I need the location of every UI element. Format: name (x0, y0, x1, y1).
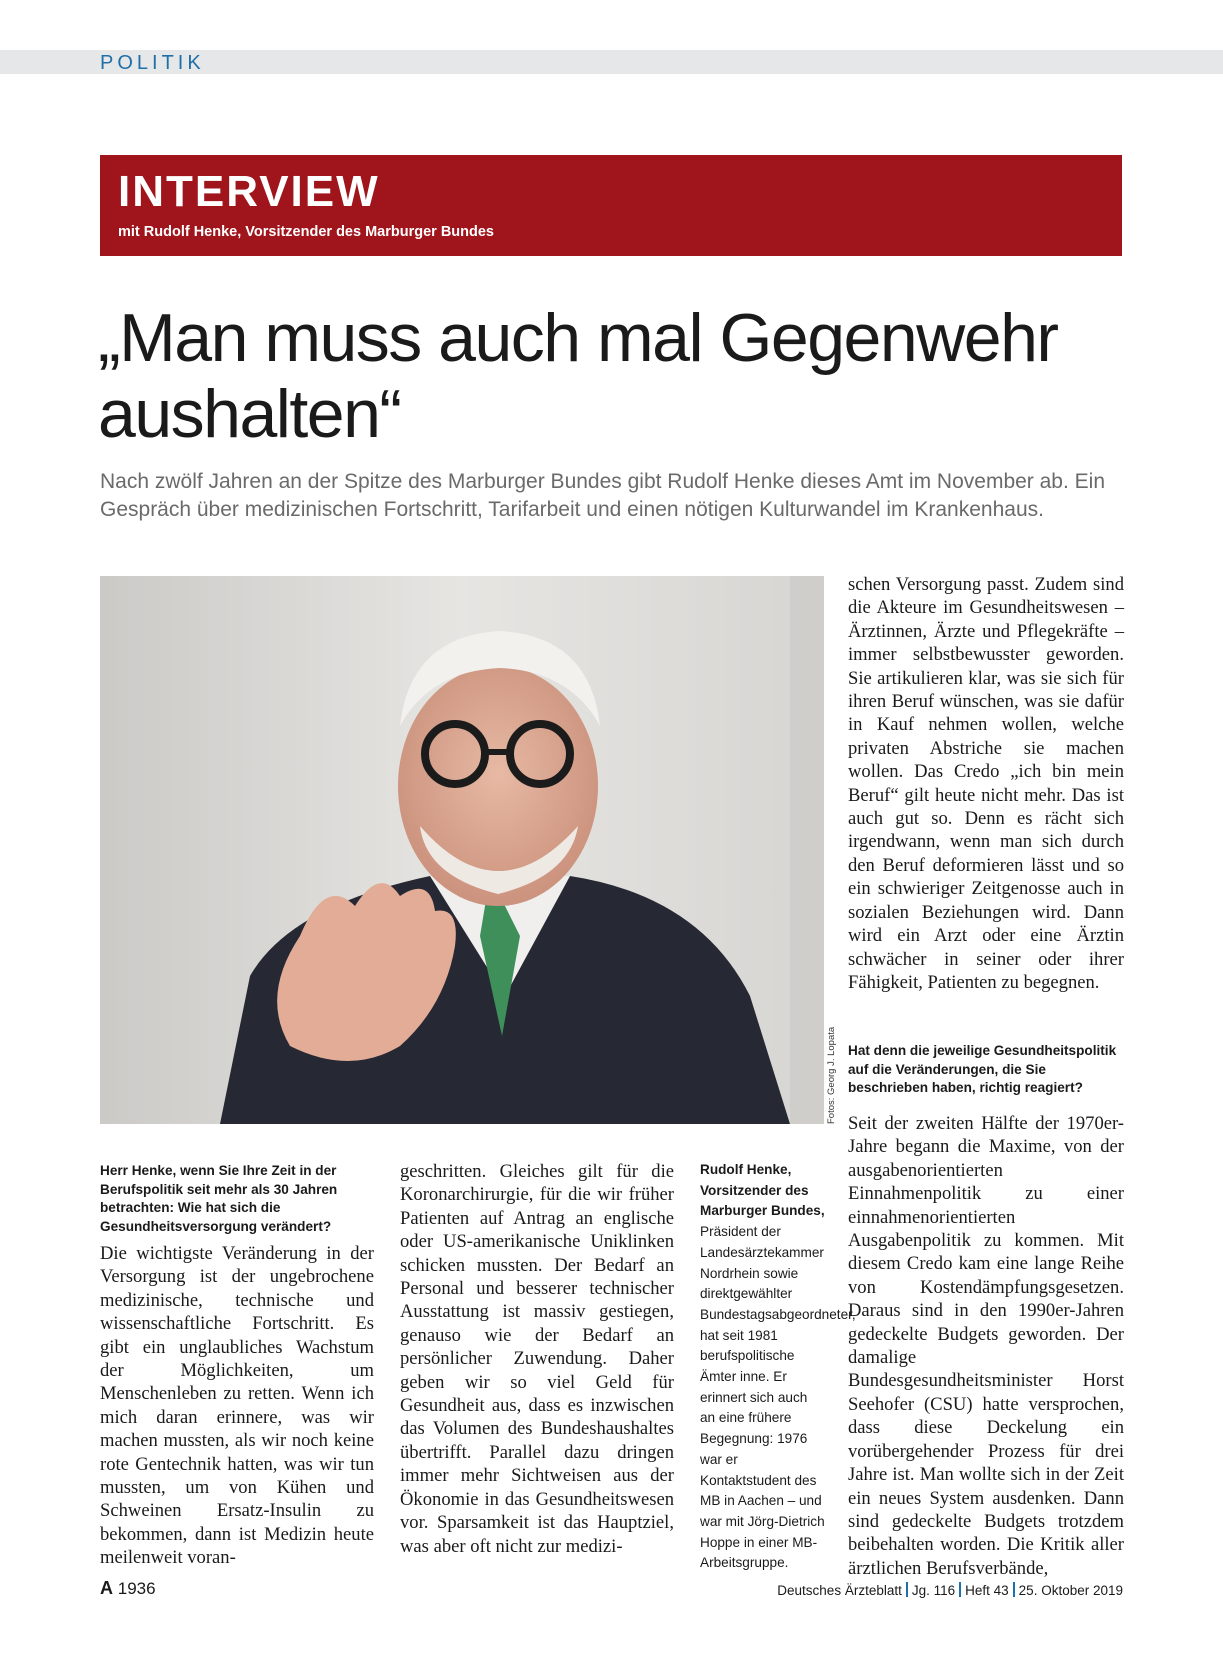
journal-issue: Heft 43 (965, 1583, 1009, 1598)
answer-1-part-2: geschritten. Gleiches gilt für die Koronarchirurgie, für die wir früher Patienten auf Antrag an englische oder US-amerikanische Uniklinken schicken mussten. Der Bedarf an Personal und besserer technischer Ausstattung ist massiv gestiegen, genauso wie der Bedarf an persönlicher Zuwendung. Daher geben wir so viel Geld für Gesundheit aus, dass es inzwischen das Volumen des Bundeshaushaltes übertrifft. Parallel dazu dringen immer mehr Sichtweisen aus der Ökonomie in das Gesundheitswesen vor. Sparsamkeit ist das Hauptziel, was aber oft nicht zur medizi- (400, 1161, 674, 1557)
answer-1-part-3: schen Versorgung passt. Zudem sind die Akteure im Gesundheitswesen – Ärztinnen, Ärzte und Pflegekräfte – immer selbstbewusster geworden. Sie artikulieren klar, was sie sich für ihren Beruf wünschen, was sie dafür in Kauf nehmen wollen, welche privaten Abstriche sie machen wollen. Das Credo „ich bin mein Beruf“ gilt heute nicht mehr. Das ist auch gut so. Denn es rächt sich irgendwann, wenn man sich durch den Beruf deformieren lässt und so ein schwieriger Zeitgenosse auch in sozialen Beziehungen wird. Dann wird ein Arzt oder eine Ärztin schwächer in seiner oder ihrer Fähigkeit, Patienten zu begegnen. (848, 574, 1124, 993)
journal-volume: Jg. 116 (911, 1583, 956, 1598)
banner-title: INTERVIEW (118, 167, 380, 216)
footer-separator (906, 1582, 908, 1597)
interview-banner (100, 155, 1122, 256)
portrait-illustration (100, 576, 824, 1124)
footer-separator (1013, 1582, 1015, 1597)
section-label: POLITIK (100, 52, 205, 74)
answer-1-part-1: Die wichtigste Veränderung in der Versorgung ist der ungebrochene medizinische, technische und wissenschaftliche Fortschritt. Es gibt ein unglaubliches Wachstum der Möglichkeiten, um Menschenleben zu retten. Wenn ich mich daran erinnere, was wir machen mussten, als wir noch keine rote Gentechnik hatten, was wir tun mussten, um von Kühen und Schweinen Ersatz-Insulin zu bekommen, dann ist Medizin heute meilenweit voran- (100, 1243, 374, 1569)
journal-name: Deutsches Ärzteblatt (777, 1583, 902, 1598)
caption-name: Rudolf Henke, Vorsitzender des Marburger Bundes, (700, 1162, 825, 1219)
portrait-photo (100, 576, 824, 1124)
column-1 (100, 1162, 374, 1570)
answer-2: Seit der zweiten Hälfte der 1970er-Jahre begann die Maxime, von der ausgabenorientierten Einnahmenpolitik zu einer einnahmenorientierten Ausgabenpolitik zu kommen. Mit diesem Credo kam eine lange Reihe von Kostendämpfungsgesetzen. Daraus sind in den 1990er-Jahren gedeckelte Budgets geworden. Der damalige Bundesgesundheitsminister Horst Seehofer (CSU) hatte versprochen, dass diese Deckelung ein vorübergehender Prozess für drei Jahre ist. Man wollte sich in der Zeit ein neues System ausdenken. Dann sind gedeckelte Budgets trotzdem beibehalten worden. Die Kritik aller ärztlichen Berufsverbände, (848, 1113, 1124, 1579)
lead-paragraph: Nach zwölf Jahren an der Spitze des Marburger Bundes gibt Rudolf Henke dieses Amt im November ab. Ein Gespräch über medizinischen Fortschritt, Tarifarbeit und einen nötigen Kulturwandel im Krankenhaus. (100, 470, 1106, 521)
journal-date: 25. Oktober 2019 (1018, 1583, 1123, 1598)
banner-subtitle: mit Rudolf Henke, Vorsitzender des Marburger Bundes (118, 224, 494, 240)
page-prefix: A (100, 1578, 113, 1598)
question-1: Herr Henke, wenn Sie Ihre Zeit in der Berufspolitik seit mehr als 30 Jahren betrachten: Wie hat sich die Gesundheitsversorgung verändert? (100, 1163, 338, 1234)
page-folio (100, 1578, 156, 1599)
journal-footer (777, 1582, 1123, 1599)
photo-credit: Fotos: Georg J. Lopata (826, 1026, 837, 1124)
caption-text: Präsident der Landesärztekammer Nordrhein sowie direktgewählter Bundestagsabgeordneter, hat seit 1981 berufspolitische Ämter inne. Er erinnert sich auch an eine frühere Begegnung: 1976 war er Kontaktstudent des MB in Aachen – und war mit Jörg-Dietrich Hoppe in einer MB-Arbeitsgruppe. (700, 1224, 856, 1571)
question-2: Hat denn die jeweilige Gesundheitspolitik auf die Veränderungen, die Sie beschrieben haben, richtig reagiert? (848, 1043, 1117, 1095)
headline: „Man muss auch mal Gegenwehr aushalten“ (98, 300, 1058, 452)
photo-caption (700, 1160, 856, 1574)
page-number: 1936 (117, 1579, 156, 1598)
footer-separator (959, 1582, 961, 1597)
